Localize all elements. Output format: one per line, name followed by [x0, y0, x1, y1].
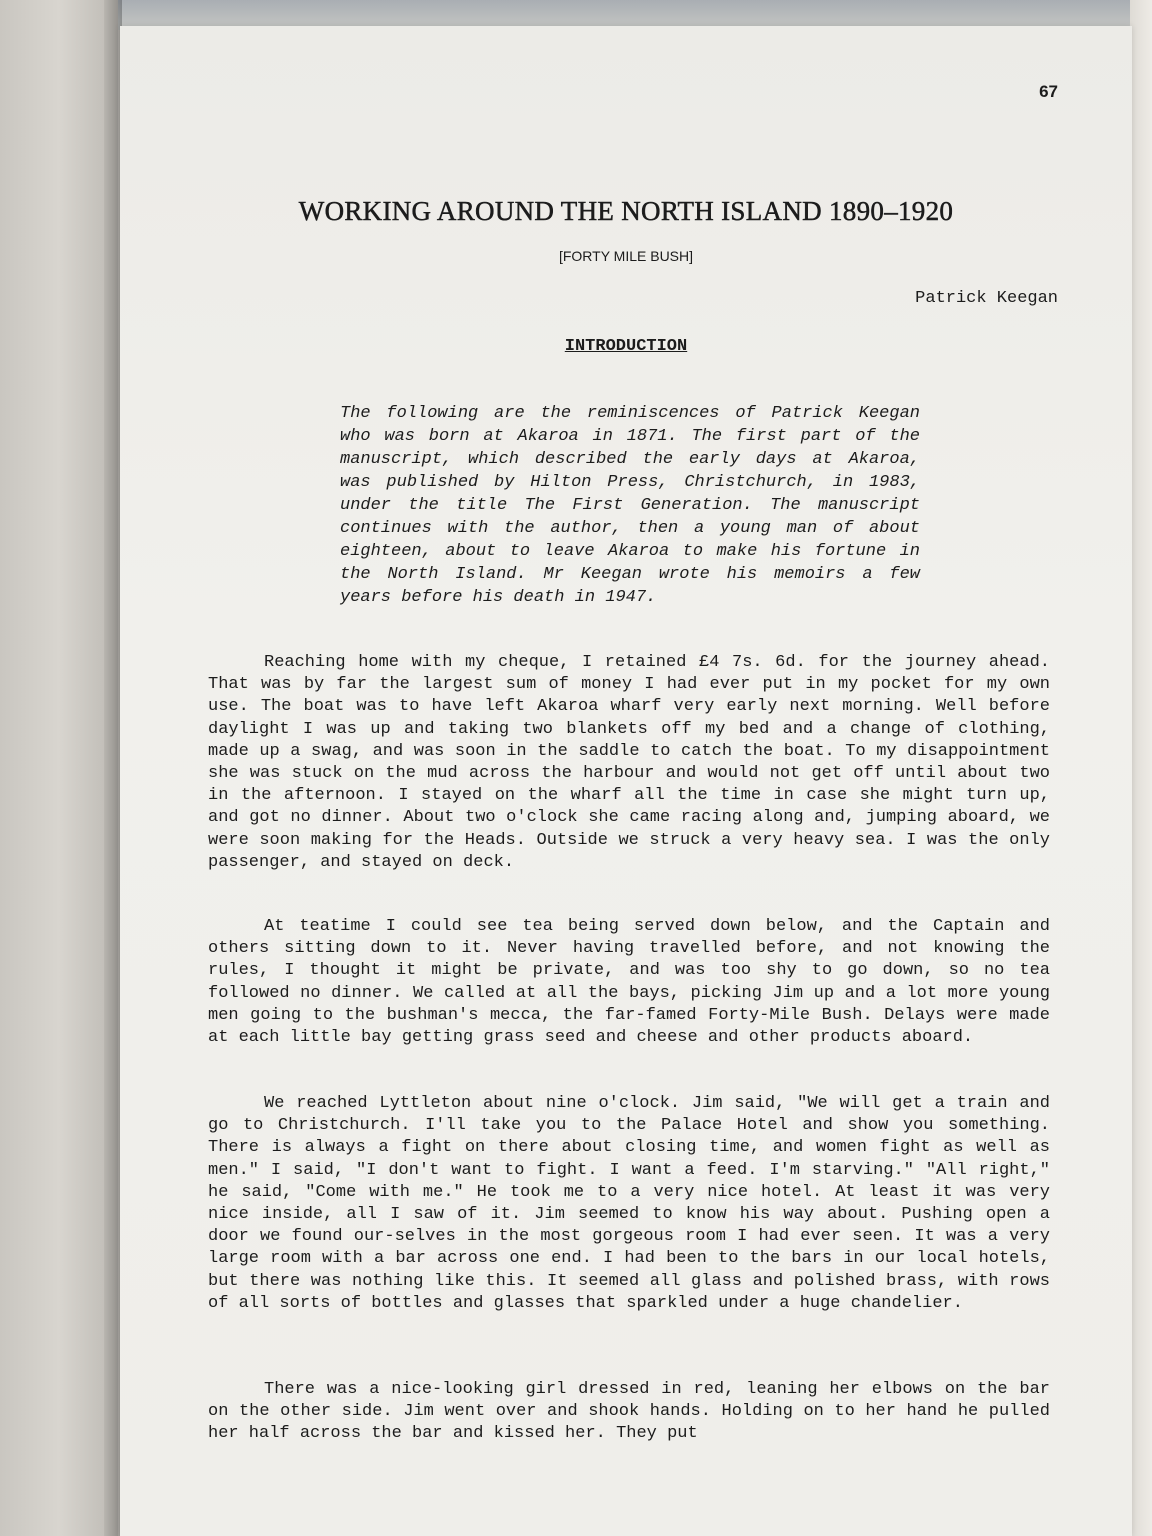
page-number: 67: [1039, 82, 1058, 101]
author-name: Patrick Keegan: [915, 289, 1058, 308]
body-paragraph: [208, 916, 1050, 1049]
paragraph-text: Reaching home with my cheque, I retained £4 7s. 6d. for the journey ahead. That was by far the largest sum of money I had ever put in my pocket for my own use. The boat was to have left Akaroa wharf very early next morning. Well before daylight I was up and taking two blankets off my bed and a change of clothing, made up a swag, and was soon in the saddle to catch the boat. To my disappointment she was stuck on the mud across the harbour and would not get off until about two in the afternoon. I stayed on the wharf all the time in case she might turn up, and got no dinner. About two o'clock she came racing along and, jumping aboard, we were soon making for the Heads. Outside we struck a very heavy sea. I was the only passenger, and stayed on deck.: [208, 653, 1050, 872]
paragraph-text: At teatime I could see tea being served down below, and the Captain and others sitting down to it. Never having travelled before, and not knowing the rules, I thought it might be private, and was too shy to go down, so no tea followed no dinner. We called at all the bays, picking Jim up and a lot more young men going to the bushman's mecca, the far-famed Forty-Mile Bush. Delays were made at each little bay getting grass seed and cheese and other products aboard.: [208, 917, 1050, 1048]
body-paragraph: [208, 1093, 1050, 1315]
introduction-heading: INTRODUCTION: [564, 337, 688, 356]
chapter-subtitle: [FORTY MILE BUSH]: [558, 248, 694, 264]
book-page: [120, 26, 1132, 1536]
body-paragraph: [208, 652, 1050, 874]
introduction-text: The following are the reminiscences of Patrick Keegan who was born at Akaroa in 1871. The first part of the manuscript, which described the early days at Akaroa, was published by Hilton Press, Christchurch, in 1983, under the title The First Generation. The manuscript continues with the author, then a young man of about eighteen, about to leave Akaroa to make his fortune in the North Island. Mr Keegan wrote his memoirs a few years before his death in 1947.: [340, 404, 920, 607]
body-paragraph: [208, 1379, 1050, 1446]
paragraph-text: There was a nice-looking girl dressed in red, leaning her elbows on the bar on the other side. Jim went over and shook hands. Holding on to her hand he pulled her half across the bar and kissed her. They put: [208, 1380, 1050, 1444]
chapter-title: WORKING AROUND THE NORTH ISLAND 1890–1920: [298, 196, 954, 226]
facing-page-edge: [0, 0, 118, 1536]
page-stack-edge: [1130, 0, 1152, 1536]
paragraph-text: We reached Lyttleton about nine o'clock. Jim said, "We will get a train and go to Christchurch. I'll take you to the Palace Hotel and show you something. There is always a fight on there about closing time, and women fight as well as men." I said, "I don't want to fight. I want a feed. I'm starving." "All right," he said, "Come with me." He took me to a very nice hotel. At least it was very nice inside, all I saw of it. Jim seemed to know his way about. Pushing open a door we found our-selves in the most gorgeous room I had ever seen. It was a very large room with a bar across one end. I had been to the bars in our local hotels, but there was nothing like this. It seemed all glass and polished brass, with rows of all sorts of bottles and glasses that sparkled under a huge chandelier.: [208, 1094, 1050, 1313]
